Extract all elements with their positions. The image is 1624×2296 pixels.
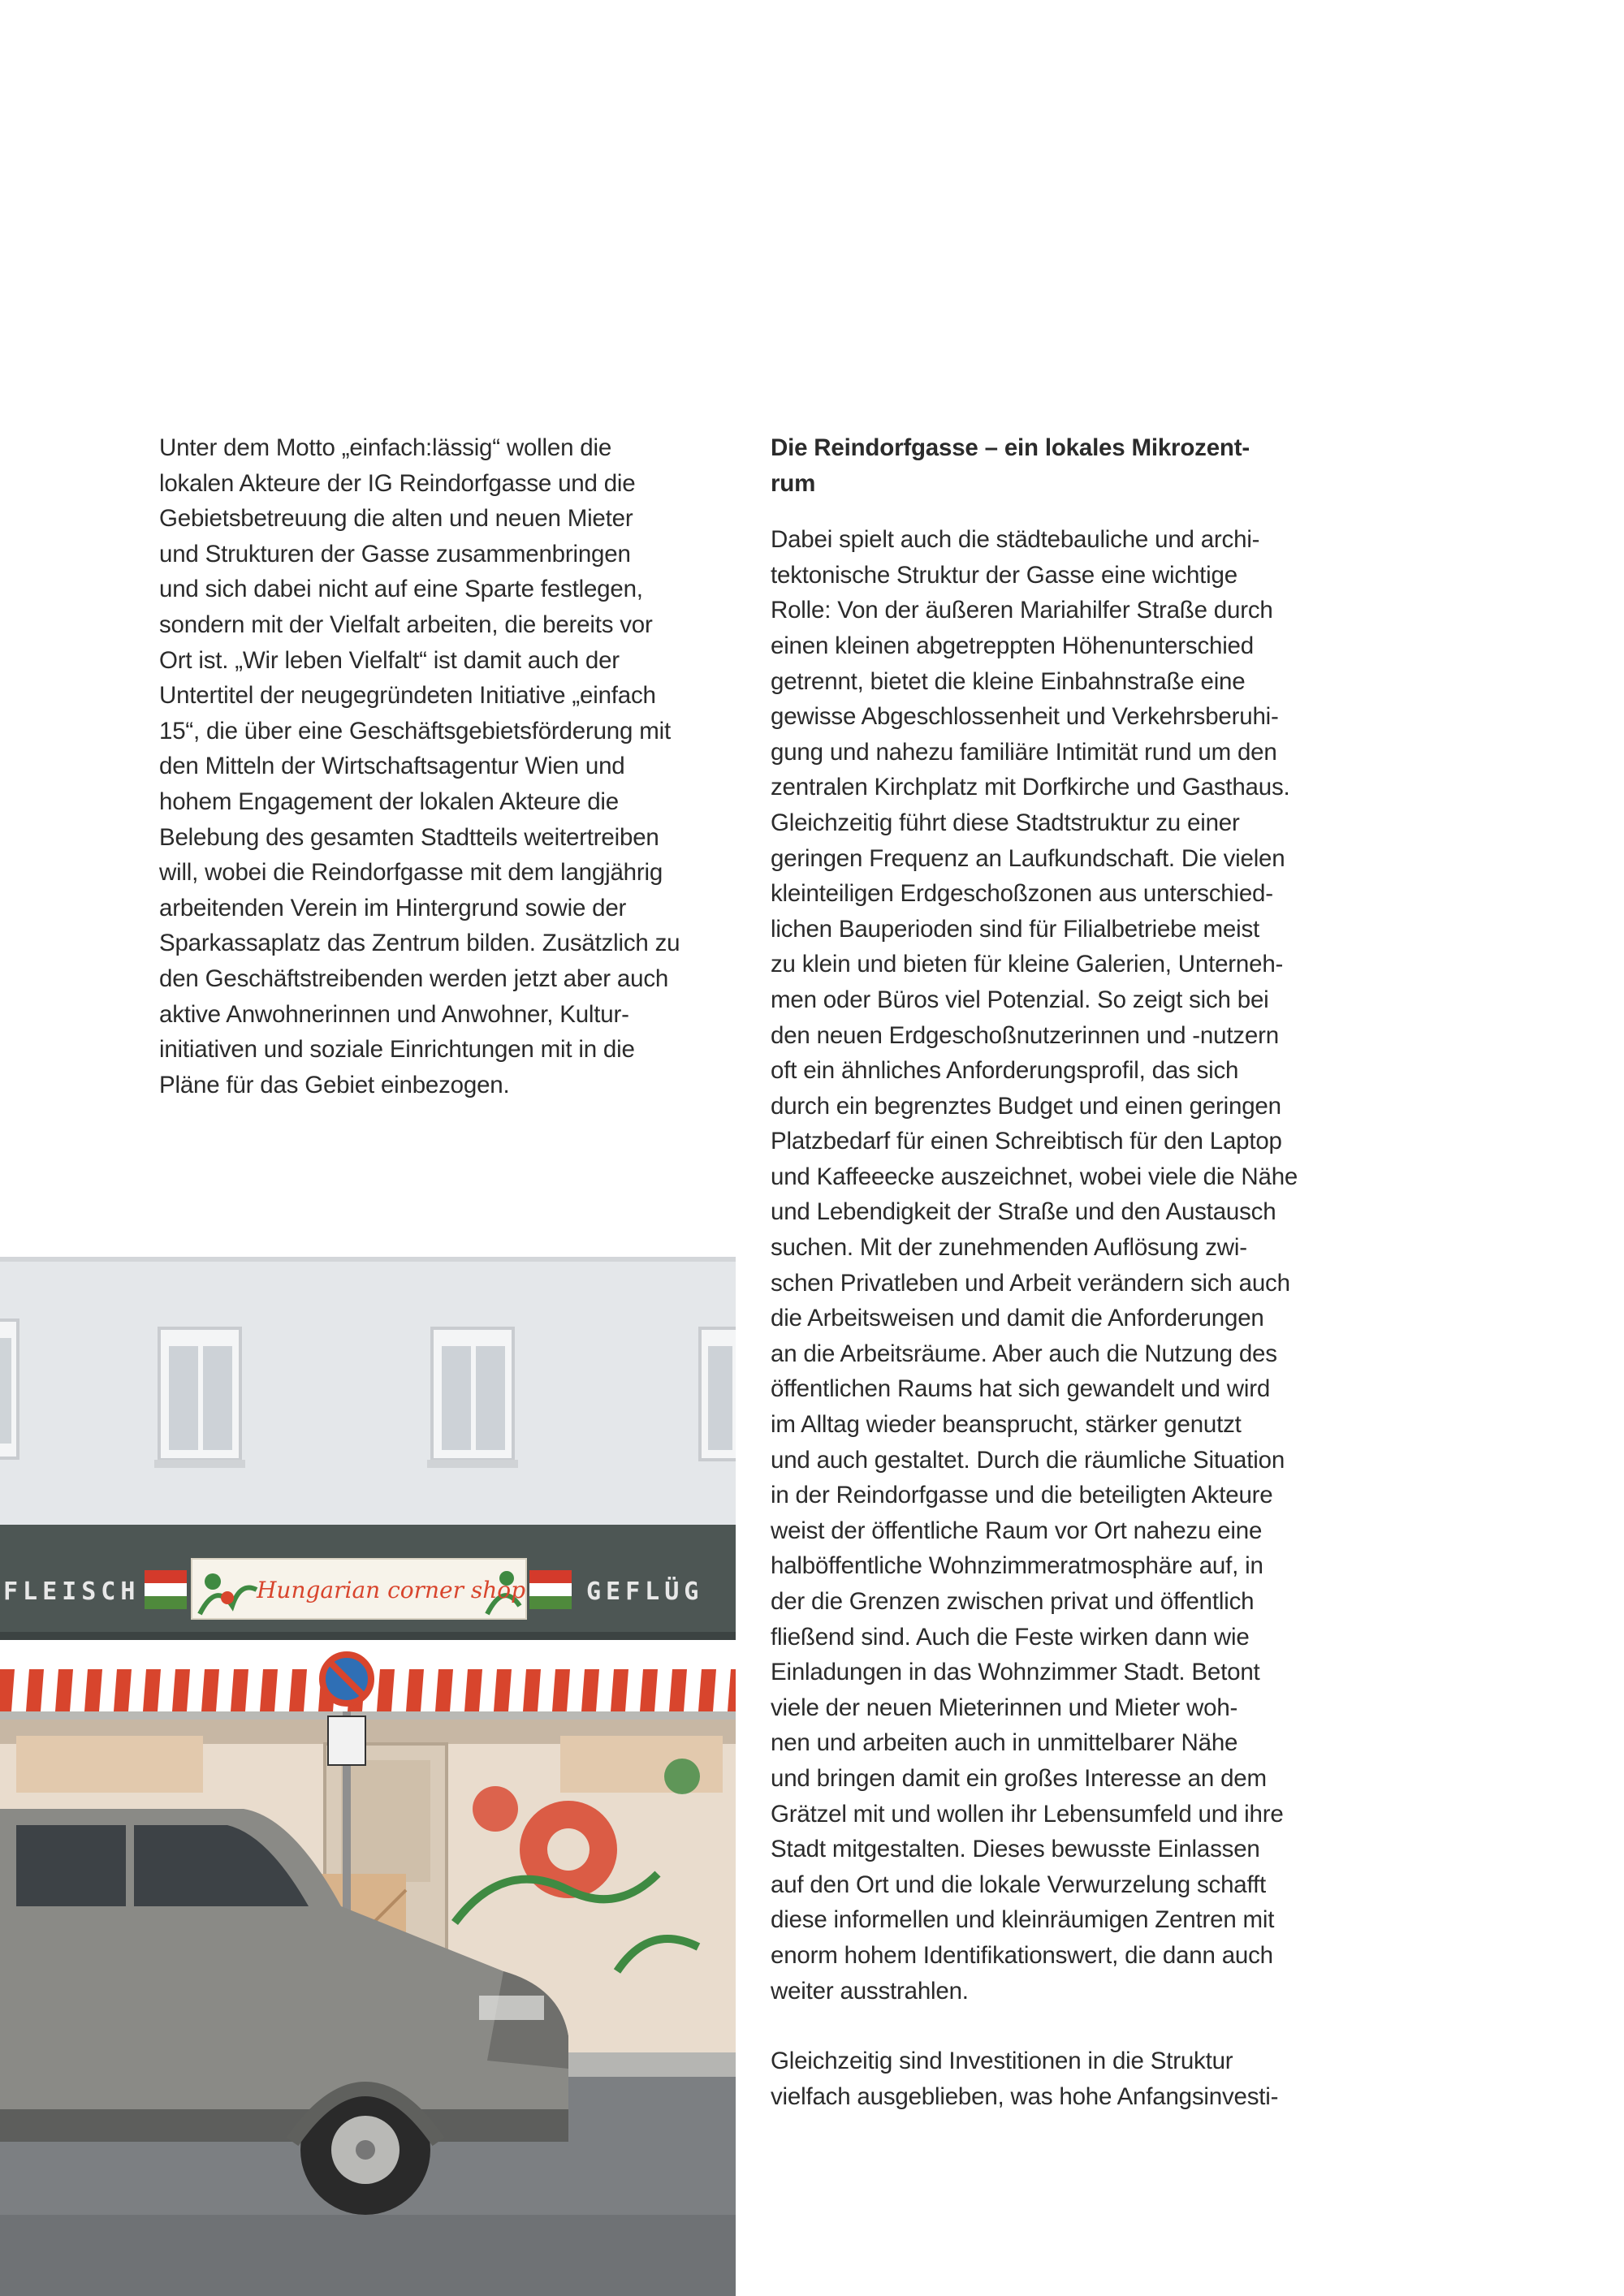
text-line: halböffentliche Wohnzimmeratmosphäre auf, in: [771, 1552, 1263, 1580]
text-line: zentralen Kirchplatz mit Dorfkirche und Gasthaus.: [771, 774, 1290, 801]
paragraph-1: [771, 522, 1371, 2009]
text-line: suchen. Mit der zunehmenden Auflösung zwi-: [771, 1234, 1247, 1262]
text-line: fließend sind. Auch die Feste wirken dann wie: [771, 1623, 1250, 1651]
text-line: weiter ausstrahlen.: [771, 1977, 969, 2005]
text-line: initiativen und soziale Einrichtungen mit in die: [159, 1036, 635, 1064]
text-line: den Mitteln der Wirtschaftsagentur Wien und: [159, 753, 625, 780]
text-line: Gebietsbetreuung die alten und neuen Mieter: [159, 505, 633, 533]
text-line: Sparkassaplatz das Zentrum bilden. Zusätzlich zu: [159, 930, 680, 957]
text-line: geringen Frequenz an Laufkundschaft. Die vielen: [771, 844, 1285, 872]
sign-right-text: GEFLÜG: [586, 1577, 704, 1606]
text-line: an die Arbeitsräume. Aber auch die Nutzung des: [771, 1340, 1277, 1367]
text-line: will, wobei die Reindorfgasse mit dem langjährig: [159, 859, 663, 887]
text-line: sondern mit der Vielfalt arbeiten, die bereits vor: [159, 611, 653, 638]
text-line: den Geschäftstreibenden werden jetzt aber auch: [159, 965, 669, 992]
text-line: zu klein und bieten für kleine Galerien, Unterneh-: [771, 951, 1284, 978]
text-line: enorm hohem Identifikationswert, die dann auch: [771, 1941, 1273, 1969]
text-line: vielfach ausgeblieben, was hohe Anfangsinvesti-: [771, 2082, 1279, 2110]
text-line: Belebung des gesamten Stadtteils weitertreiben: [159, 823, 659, 851]
text-line: kleinteiligen Erdgeschoßzonen aus unterschied-: [771, 880, 1273, 908]
text-line: lichen Bauperioden sind für Filialbetriebe meist: [771, 915, 1260, 943]
text-line: durch ein begrenztes Budget und einen geringen: [771, 1092, 1281, 1120]
text-line: diese informellen und kleinräumigen Zentren mit: [771, 1906, 1275, 1934]
window: [0, 1320, 18, 1458]
text-line: und Strukturen der Gasse zusammenbringen: [159, 540, 631, 568]
text-line: lokalen Akteure der IG Reindorfgasse und die: [159, 469, 636, 497]
text-line: Gleichzeitig führt diese Stadtstruktur zu einer: [771, 809, 1240, 836]
storefront-photo: [0, 1257, 736, 2296]
text-line: die Arbeitsweisen und damit die Anforderungen: [771, 1305, 1264, 1332]
left-text-column: [159, 430, 744, 1103]
text-line: öffentlichen Raums hat sich gewandelt und wird: [771, 1375, 1271, 1403]
sign-left-text: FLEISCH: [3, 1577, 140, 1606]
text-line: und Lebendigkeit der Straße und den Austausch: [771, 1198, 1276, 1226]
text-line: gewisse Abgeschlossenheit und Verkehrsberuhi-: [771, 703, 1279, 731]
text-line: Pläne für das Gebiet einbezogen.: [159, 1071, 510, 1098]
text-line: Platzbedarf für einen Schreibtisch für den Laptop: [771, 1128, 1282, 1155]
text-line: men oder Büros viel Potenzial. So zeigt sich bei: [771, 986, 1269, 1013]
text-line: Dabei spielt auch die städtebauliche und archi-: [771, 526, 1260, 554]
text-line: und sich dabei nicht auf eine Sparte festlegen,: [159, 576, 643, 603]
text-line: viele der neuen Mieterinnen und Mieter woh-: [771, 1694, 1238, 1721]
shop-name: Hungarian corner shop: [257, 1577, 526, 1603]
text-line: weist der öffentliche Raum vor Ort nahezu eine: [771, 1517, 1263, 1544]
text-line: Unter dem Motto „einfach:lässig“ wollen die: [159, 434, 612, 461]
text-line: den neuen Erdgeschoßnutzerinnen und -nutzern: [771, 1021, 1279, 1049]
text-line: nen und arbeiten auch in unmittelbarer Nähe: [771, 1729, 1238, 1757]
text-line: und Kaffeeecke auszeichnet, wobei viele die Nähe: [771, 1163, 1298, 1190]
text-line: Gleichzeitig sind Investitionen in die Struktur: [771, 2048, 1233, 2075]
heading-line: Die Reindorfgasse – ein lokales Mikrozent-: [771, 434, 1250, 461]
text-line: Ort ist. „Wir leben Vielfalt“ ist damit auch der: [159, 646, 620, 674]
text-line: einen kleinen abgetreppten Höhenunterschied: [771, 632, 1254, 659]
text-line: gung und nahezu familiäre Intimität rund um den: [771, 738, 1277, 766]
text-line: im Alltag wieder beansprucht, stärker genutzt: [771, 1411, 1242, 1439]
section-heading: [771, 430, 1371, 501]
right-text-column: [771, 430, 1371, 2114]
text-line: tektonische Struktur der Gasse eine wichtige: [771, 561, 1237, 589]
text-line: in der Reindorfgasse und die beteiligten Akteure: [771, 1482, 1273, 1509]
text-line: Stadt mitgestalten. Dieses bewusste Einlassen: [771, 1836, 1260, 1863]
text-line: getrennt, bietet die kleine Einbahnstraße eine: [771, 667, 1246, 695]
text-line: Grätzel mit und wollen ihr Lebensumfeld und ihre: [771, 1800, 1284, 1828]
text-line: Einladungen in das Wohnzimmer Stadt. Betont: [771, 1659, 1260, 1686]
text-line: auf den Ort und die lokale Verwurzelung schafft: [771, 1871, 1266, 1898]
text-line: Rolle: Von der äußeren Mariahilfer Straße durch: [771, 597, 1273, 624]
text-line: oft ein ähnliches Anforderungsprofil, das sich: [771, 1057, 1239, 1085]
text-line: und auch gestaltet. Durch die räumliche Situation: [771, 1446, 1285, 1474]
text-line: hohem Engagement der lokalen Akteure die: [159, 788, 619, 815]
text-line: aktive Anwohnerinnen und Anwohner, Kultur-: [159, 1000, 629, 1028]
text-line: der die Grenzen zwischen privat und öffentlich: [771, 1588, 1255, 1615]
heading-line: rum: [771, 469, 816, 497]
text-line: schen Privatleben und Arbeit verändern sich auch: [771, 1269, 1290, 1297]
text-line: und bringen damit ein großes Interesse an dem: [771, 1764, 1267, 1792]
text-line: Untertitel der neugegründeten Initiative „einfach: [159, 682, 656, 710]
paragraph-2: [771, 2044, 1371, 2114]
text-line: arbeitenden Verein im Hintergrund sowie der: [159, 894, 627, 921]
text-line: 15“, die über eine Geschäftsgebietsförderung mit: [159, 717, 671, 744]
